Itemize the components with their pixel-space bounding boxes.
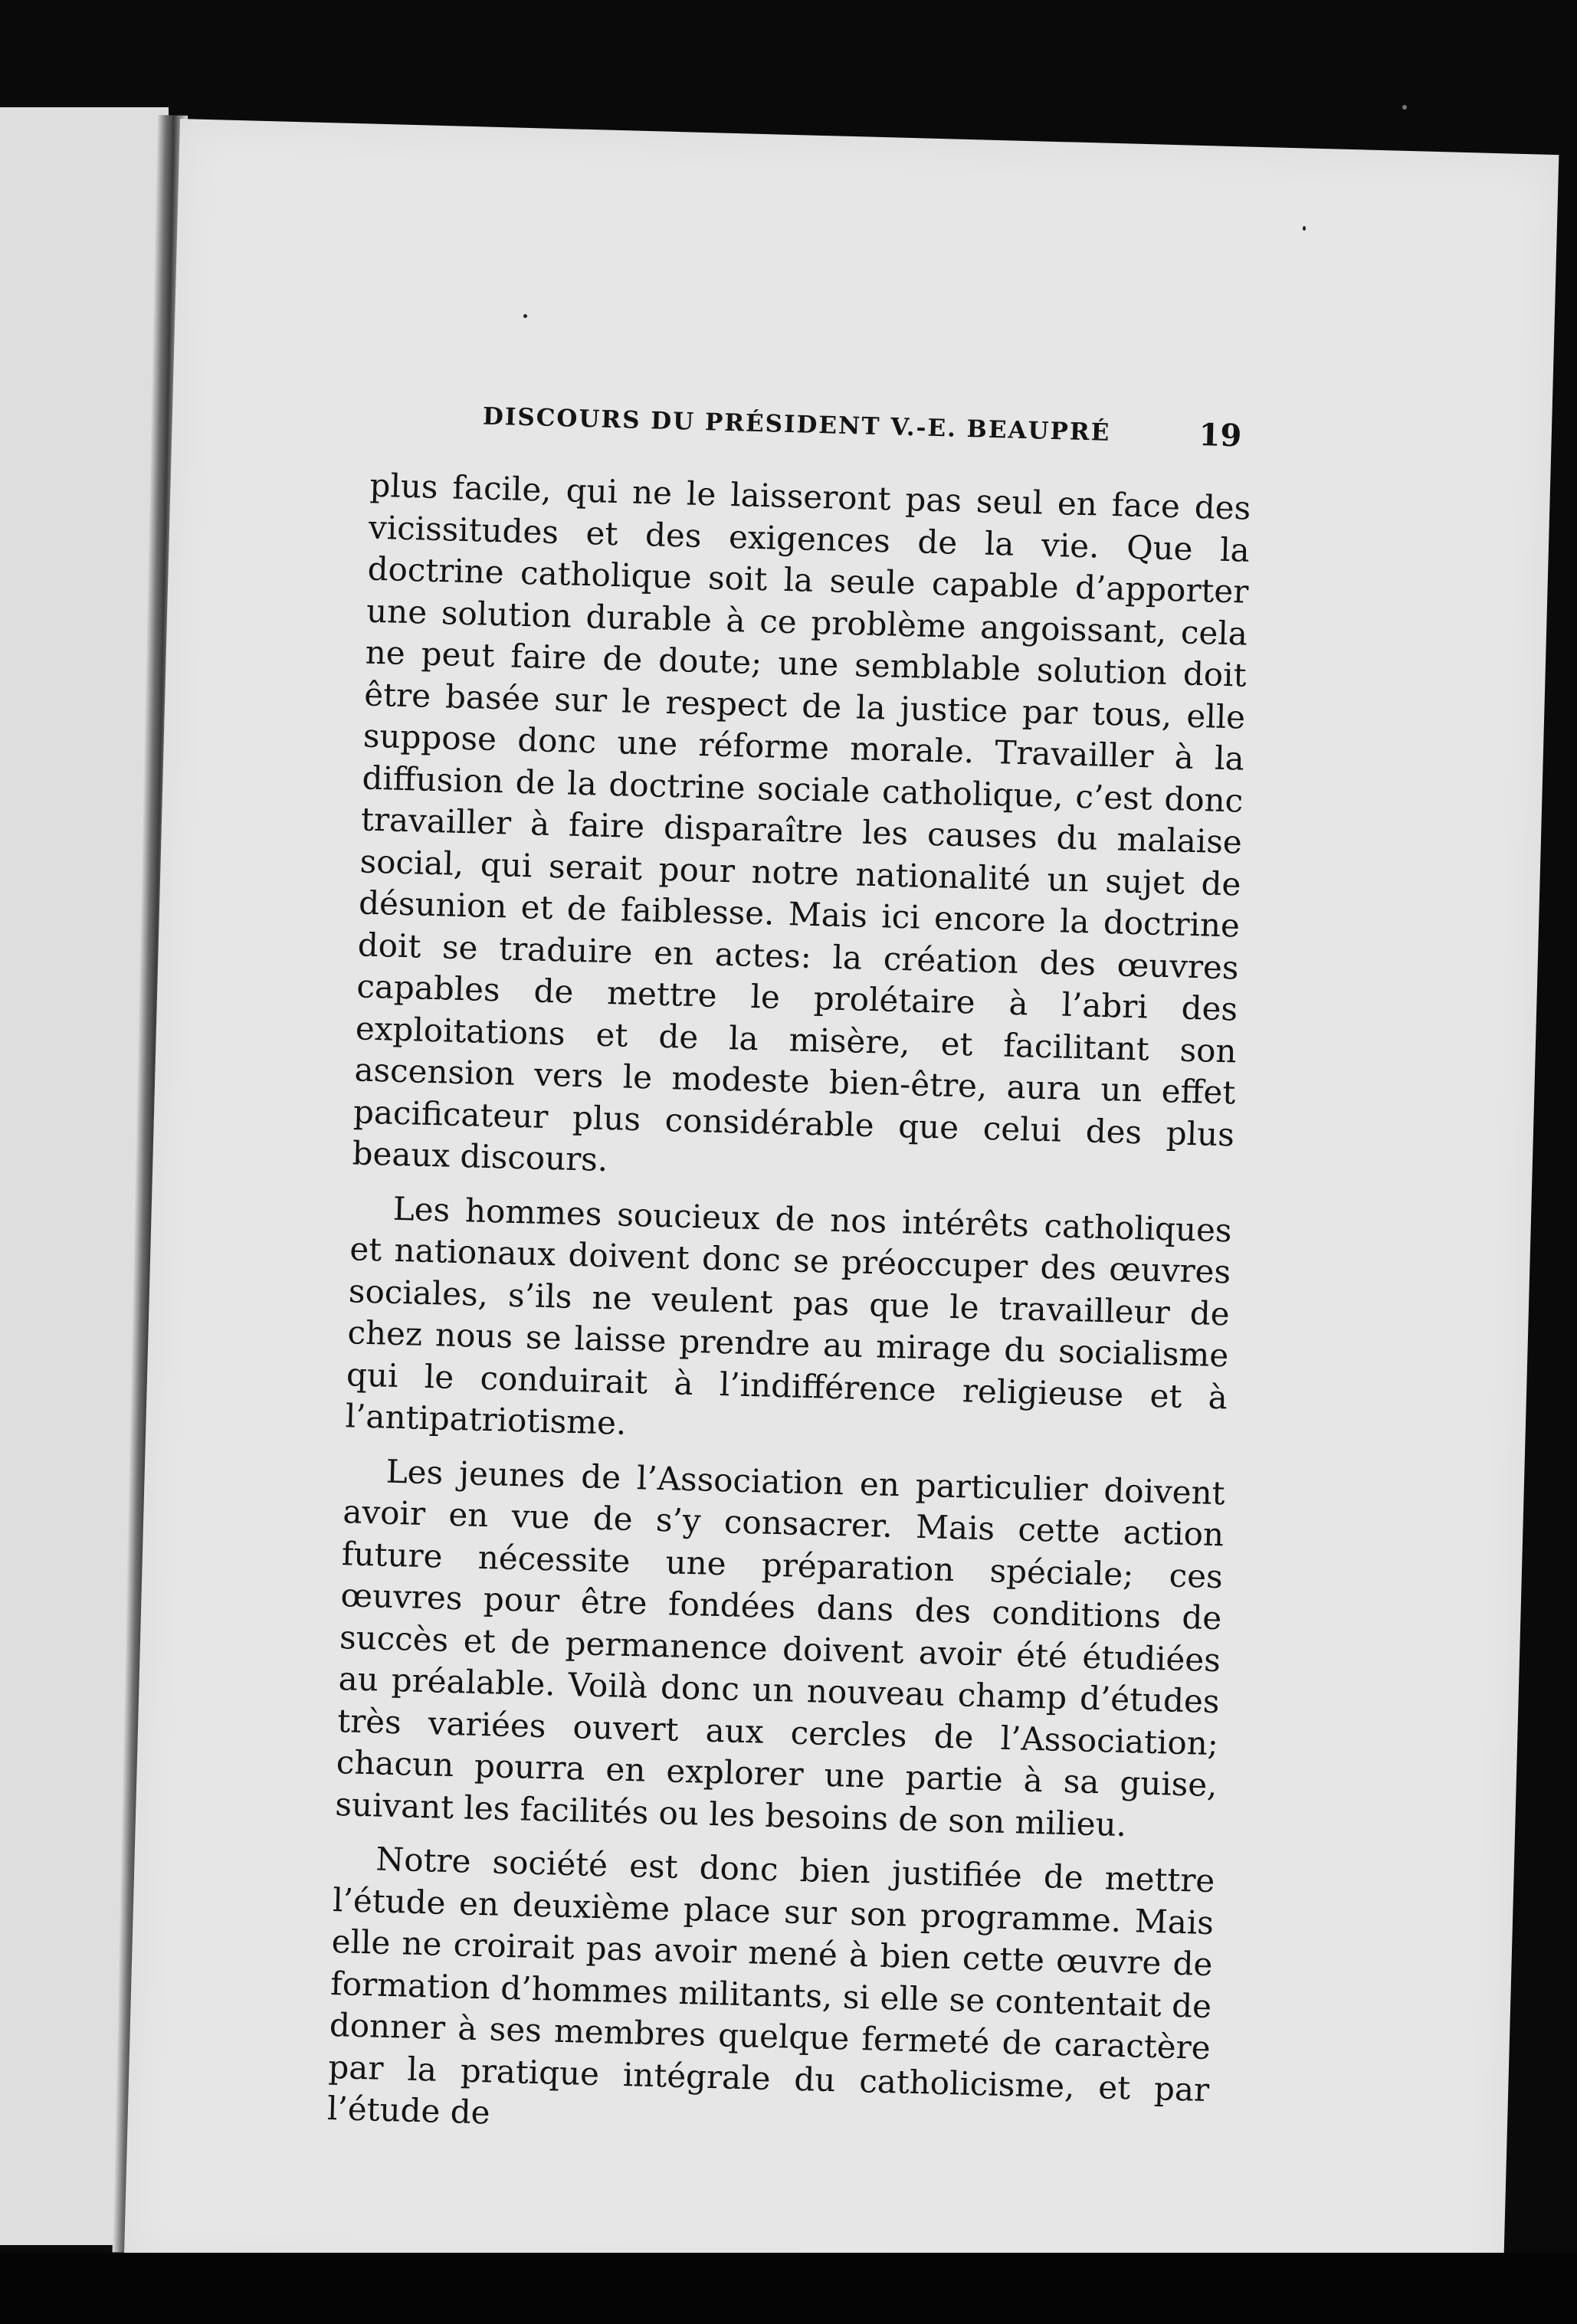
dust-speck [1402, 105, 1407, 110]
paragraph-1: plus facile, qui ne le laisseront pas seul en face des vicissitudes et des exigences de la vie. Que la doctrine catholique soit la seule capable d’apporter une solution durable à ce problème angoissant, cela ne peut faire de doute; une semblable solution doit être basée sur le respect de la justice par tous, elle suppose donc une réforme morale. Travailler à la diffusion de la doctrine sociale catholique, c’est donc travailler à faire disparaître les causes du malaise social, qui serait pour notre nationalité un sujet de désunion et de faiblesse. Mais ici encore la doctrine doit se traduire en actes: la création des œuvres capables de mettre le prolétaire à l’abri des exploitations et de la misère, et facilitant son ascension vers le modeste bien-être, aura un effet pacificateur plus considérable que celui des plus beaux discours. [352, 466, 1251, 1179]
paragraph-4: Notre société est donc bien justifiée de mettre l’étude en deuxième place sur son programme. Mais elle ne croirait pas avoir mené à bien cette œuvre de formation d’hommes militants, si elle se contentait de donner à ses membres quelque fermeté de caractère par la pratique intégrale du catholicisme, et par l’étude de [326, 1840, 1215, 2132]
scan-bottom-edge [0, 2253, 1577, 2324]
page-number: 19 [1198, 416, 1242, 454]
page-header [172, 395, 1414, 473]
dust-speck [523, 314, 527, 318]
paragraph-2: Les hommes soucieux de nos intérêts catholiques et nationaux doivent donc se préoccuper des œuvres sociales, s’ils ne veulent pas que le travailleur de chez nous se laisse prendre au mirage du socialisme qui le conduirait à l’indifférence religieuse et à l’antipatriotisme. [345, 1189, 1233, 1442]
paragraph-3: Les jeunes de l’Association en particulier doivent avoir en vue de s’y consacrer. Mais cette action future nécessite une préparation spéciale; ces œuvres pour être fondées dans des conditions de succès et de permanence doivent avoir été étudiées au préalable. Voilà donc un nouveau champ d’études très variées ouvert aux cercles de l’Association; chacun pourra en explorer une partie à sa guise, suivant les facilités ou les besoins de son milieu. [334, 1452, 1226, 1844]
dust-speck [1303, 226, 1306, 231]
body-text [326, 465, 1251, 2165]
running-head: DISCOURS DU PRÉSIDENT V.-E. BEAUPRÉ [482, 402, 1111, 447]
book-page [124, 119, 1559, 2299]
